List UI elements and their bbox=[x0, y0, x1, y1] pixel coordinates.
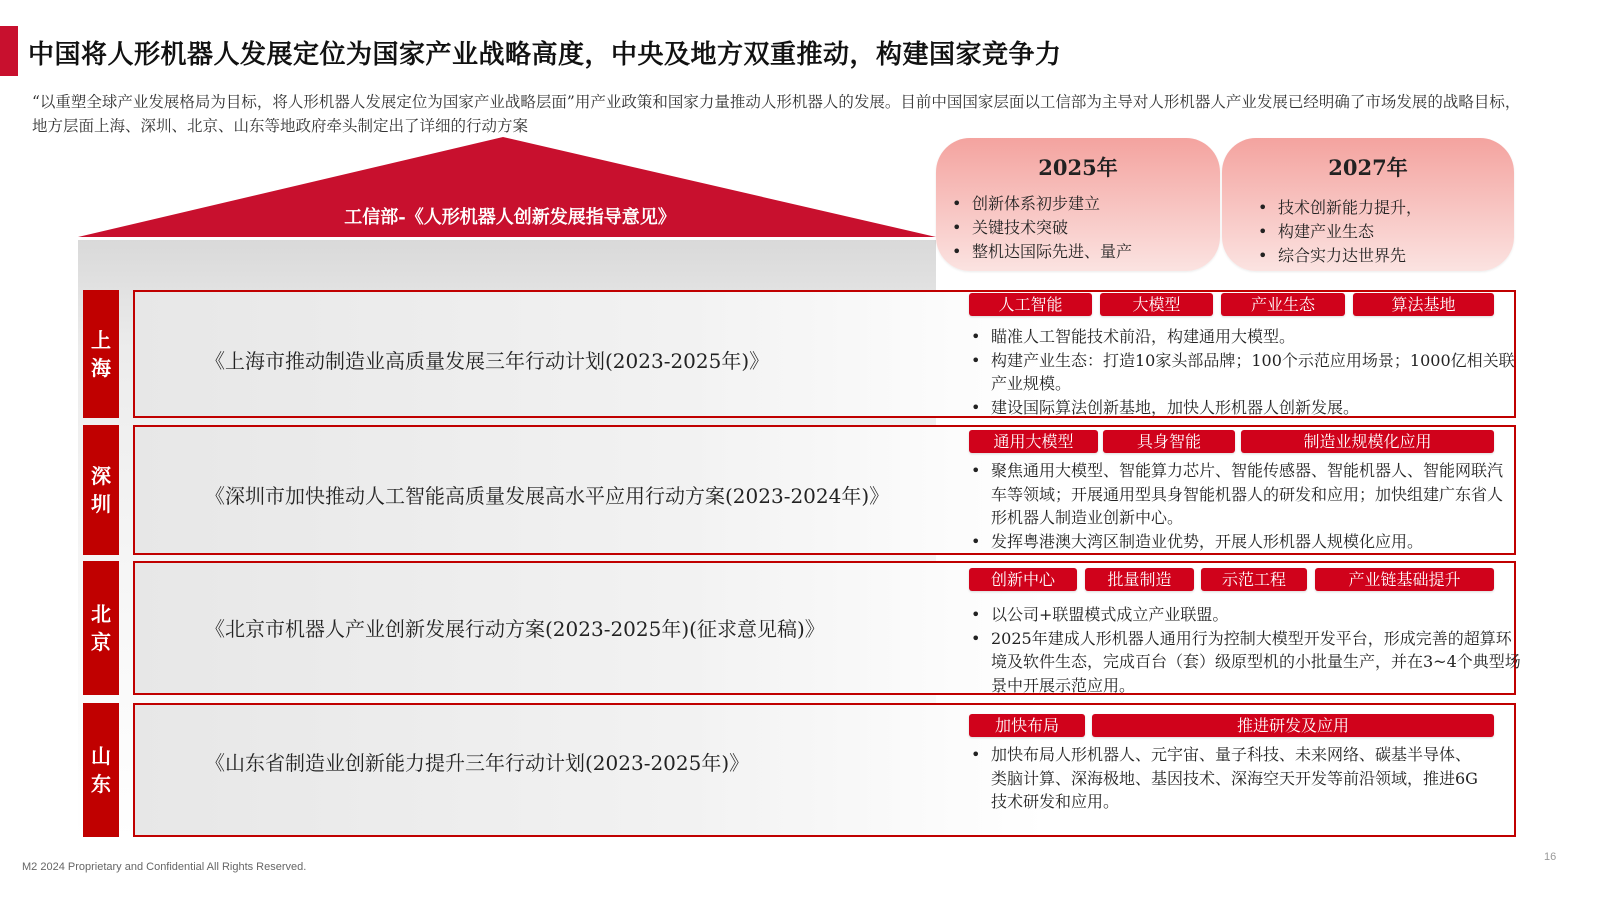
goal-list bbox=[1258, 196, 1422, 268]
city-row-shanghai bbox=[133, 290, 1516, 418]
plan-title: 《深圳市加快推动人工智能高质量发展高水平应用行动方案(2023-2024年)》 bbox=[205, 484, 890, 508]
city-row-shandong bbox=[133, 703, 1516, 837]
tag: 人工智能 bbox=[969, 293, 1092, 316]
city-label-shenzhen bbox=[83, 425, 119, 555]
city-char: 深 bbox=[91, 464, 111, 488]
goal-item: • 整机达国际先进、量产 bbox=[952, 240, 1132, 264]
goal-item: • 创新体系初步建立 bbox=[952, 192, 1132, 216]
city-char: 圳 bbox=[91, 492, 111, 516]
plan-title: 《上海市推动制造业高质量发展三年行动计划(2023-2025年)》 bbox=[205, 349, 770, 373]
city-char: 上 bbox=[91, 328, 111, 352]
bullet-item: • 以公司+联盟模式成立产业联盟。 bbox=[965, 603, 1525, 627]
bullet-item: • 聚焦通用大模型、智能算力芯片、智能传感器、智能机器人、智能网联汽车等领域；开展通用型具身智能机器人的研发和应用；加快组建广东省人形机器人制造业创新中心。 bbox=[965, 459, 1515, 530]
tag: 产业生态 bbox=[1221, 293, 1345, 316]
city-row-shenzhen bbox=[133, 425, 1516, 555]
city-char: 京 bbox=[91, 630, 111, 654]
city-char: 山 bbox=[91, 744, 111, 768]
bullet-item: • 加快布局人形机器人、元宇宙、量子科技、未来网络、碳基半导体、类脑计算、深海极地、基因技术、深海空天开发等前沿领域，推进6G技术研发和应用。 bbox=[965, 743, 1485, 814]
roof-label: 工信部-《人形机器人创新发展指导意见》 bbox=[344, 207, 676, 228]
tag: 通用大模型 bbox=[969, 430, 1098, 453]
city-char: 海 bbox=[91, 356, 111, 380]
goal-item: • 技术创新能力提升， bbox=[1258, 196, 1422, 220]
city-row-beijing bbox=[133, 561, 1521, 695]
bullet-list bbox=[965, 459, 1515, 553]
goal-item: • 综合实力达世界先 bbox=[1258, 244, 1422, 268]
city-label-beijing bbox=[83, 561, 119, 695]
tag: 具身智能 bbox=[1103, 430, 1235, 453]
city-char: 东 bbox=[91, 772, 111, 796]
tag: 制造业规模化应用 bbox=[1241, 430, 1494, 453]
bullet-list bbox=[965, 743, 1485, 814]
page-title: 中国将人形机器人发展定位为国家产业战略高度，中央及地方双重推动，构建国家竞争力 bbox=[28, 40, 1062, 70]
city-label-shandong bbox=[83, 703, 119, 837]
bullet-list bbox=[965, 603, 1525, 697]
tag: 创新中心 bbox=[969, 568, 1077, 591]
title-accent-bar bbox=[0, 26, 18, 76]
goal-card-2025 bbox=[936, 138, 1220, 271]
goal-list bbox=[952, 192, 1132, 264]
tag: 推进研发及应用 bbox=[1092, 714, 1494, 737]
bullet-item: • 瞄准人工智能技术前沿，构建通用大模型。 bbox=[965, 325, 1525, 349]
city-char: 北 bbox=[91, 602, 111, 626]
goal-card-2027 bbox=[1222, 138, 1514, 271]
tag: 示范工程 bbox=[1201, 568, 1307, 591]
bullet-item: • 发挥粤港澳大湾区制造业优势，开展人形机器人规模化应用。 bbox=[965, 530, 1515, 554]
tag: 算法基地 bbox=[1353, 293, 1494, 316]
plan-title: 《北京市机器人产业创新发展行动方案(2023-2025年)(征求意见稿)》 bbox=[205, 617, 825, 641]
page-number: 16 bbox=[1544, 851, 1557, 863]
city-label-shanghai bbox=[83, 290, 119, 418]
bullet-item: • 建设国际算法创新基地，加快人形机器人创新发展。 bbox=[965, 396, 1525, 420]
goal-item: • 构建产业生态 bbox=[1258, 220, 1422, 244]
goal-year: 2027年 bbox=[1328, 155, 1408, 180]
tag: 加快布局 bbox=[969, 714, 1085, 737]
goal-year: 2025年 bbox=[1038, 155, 1118, 180]
footer-copyright: M2 2024 Proprietary and Confidential All Rights Reserved. bbox=[22, 861, 307, 873]
bullet-item: • 2025年建成人形机器人通用行为控制大模型开发平台，形成完善的超算环境及软件生态，完成百台（套）级原型机的小批量生产，并在3~4个典型场景中开展示范应用。 bbox=[965, 627, 1525, 698]
bullet-list bbox=[965, 325, 1525, 419]
tag: 产业链基础提升 bbox=[1315, 568, 1494, 591]
plan-title: 《山东省制造业创新能力提升三年行动计划(2023-2025年)》 bbox=[205, 751, 750, 775]
intro-paragraph: “以重塑全球产业发展格局为目标，将人形机器人发展定位为国家产业战略层面”用产业政策和国家力量推动人形机器人的发展。目前中国国家层面以工信部为主导对人形机器人产业发展已经明确了市场发展的战略目标，地方层面上海、深圳、北京、山东等地政府牵头制定出了详细的行动方案 bbox=[32, 93, 1521, 135]
tag: 大模型 bbox=[1100, 293, 1213, 316]
goal-item: • 关键技术突破 bbox=[952, 216, 1132, 240]
bullet-item: • 构建产业生态：打造10家头部品牌；100个示范应用场景；1000亿相关联产业规模。 bbox=[965, 349, 1525, 396]
tag: 批量制造 bbox=[1085, 568, 1194, 591]
